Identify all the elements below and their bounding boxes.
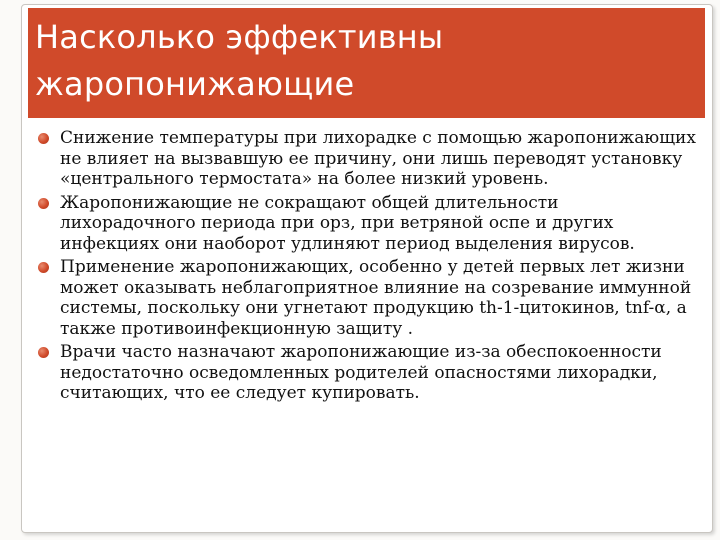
slide-title: Насколько эффективны жаропонижающие [35, 18, 444, 103]
list-item [38, 193, 698, 255]
bullet-icon [38, 347, 49, 358]
bullet-text: Применение жаропонижающих, особенно у детей первых лет жизни может оказывать неблагоприятное влияние на созревание иммунной системы, поскольку они угнетают продукцию th-1-цитокинов, tnf-α, а также противоинфекционную защиту . [60, 257, 692, 339]
list-item [38, 128, 698, 190]
bullet-text: Врачи часто назначают жаропонижающие из-за обеспокоенности недостаточно осведомленных родителей опасностями лихорадки, считающих, что ее следует купировать. [60, 342, 662, 403]
list-item [38, 257, 698, 339]
title-bar [28, 8, 705, 118]
bullet-list [38, 128, 698, 407]
bullet-text: Снижение температуры при лихорадке с помощью жаропонижающих не влияет на вызвавшую ее причину, они лишь переводят установку «центрального термостата» на более низкий уровень. [60, 128, 696, 189]
bullet-text: Жаропонижающие не сокращают общей длительности лихорадочного периода при орз, при ветряной оспе и других инфекциях они наоборот удлиняют период выделения вирусов. [60, 192, 635, 254]
bullet-icon [38, 198, 49, 209]
bullet-icon [38, 133, 49, 144]
list-item [38, 342, 698, 404]
bullet-icon [38, 262, 49, 273]
